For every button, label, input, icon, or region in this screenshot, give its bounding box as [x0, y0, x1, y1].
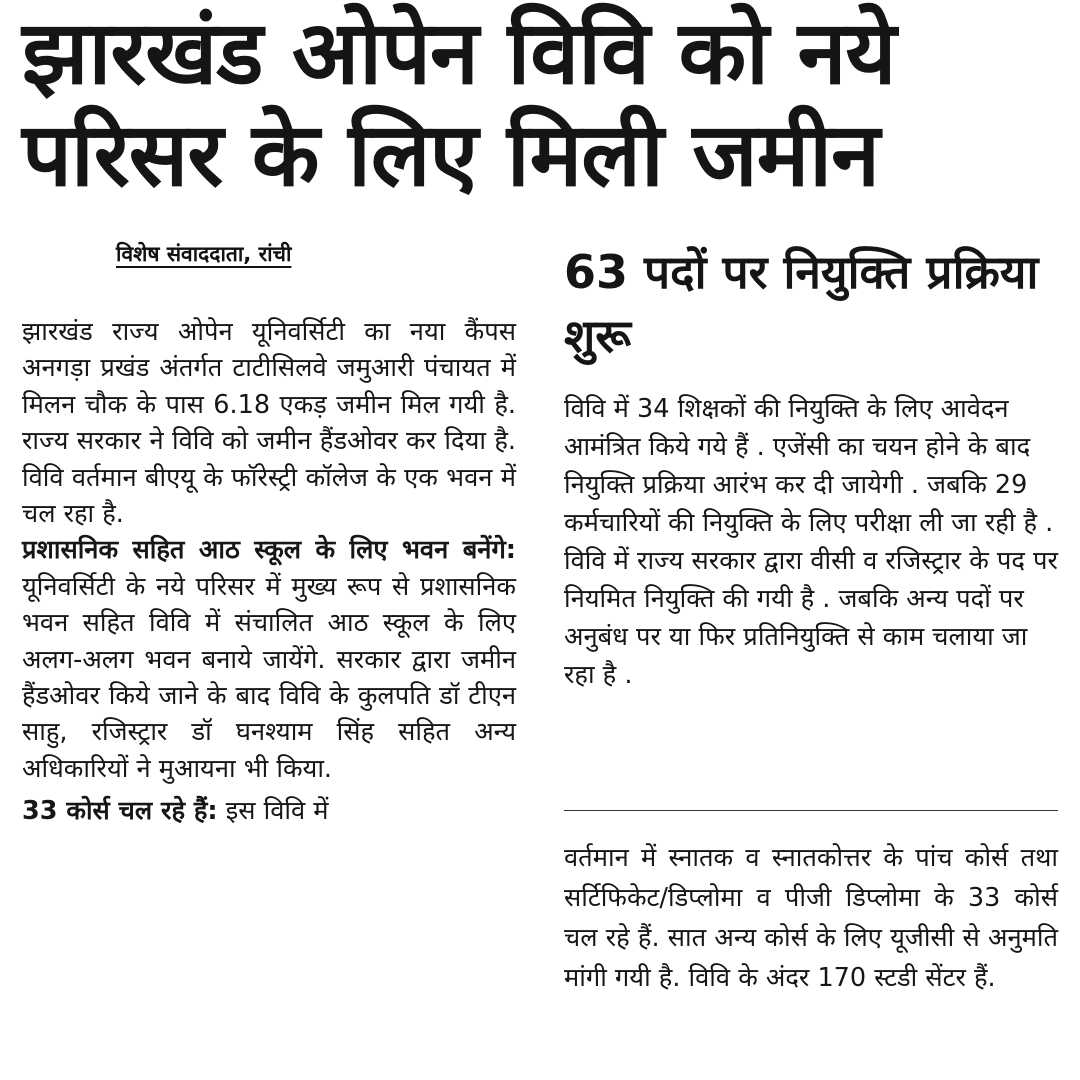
byline: विशेष संवाददाता, रांची: [116, 242, 292, 266]
left-paragraph-1: झारखंड राज्य ओपेन यूनिवर्सिटी का नया कैंपस अनगड़ा प्रखंड अंतर्गत टाटीसिलवे जमुआरी पंचायत में मिलन चौक के पास 6.18 एकड़ जमीन मिल गयी है. राज्य सरकार ने विवि को जमीन हैंडओवर कर दिया है. विवि वर्तमान बीएयू के फॉरेस्ट्री कॉलेज के एक भवन में चल रहा है.: [22, 317, 516, 530]
subheadline: 63 पदों पर नियुक्ति प्रक्रिया शुरू: [564, 245, 1039, 363]
column-divider: [564, 810, 1058, 811]
left-paragraph-3: [22, 793, 516, 829]
left-paragraph-3-body: इस विवि में: [217, 796, 329, 827]
headline: झारखंड ओपेन विवि को नये परिसर के लिए मिली जमीन: [22, 1, 896, 206]
right-column: [564, 240, 1058, 694]
section-lead-buildings: प्रशासनिक सहित आठ स्कूल के लिए भवन बनेंगे:: [22, 535, 516, 566]
left-column: [22, 314, 516, 830]
right-paragraph-1: विवि में 34 शिक्षकों की नियुक्ति के लिए आवेदन आमंत्रित किये गये हैं . एजेंसी का चयन होने के बाद नियुक्ति प्रक्रिया आरंभ कर दी जायेगी . जबकि 29 कर्मचारियों की नियुक्ति के लिए परीक्षा ली जा रही है . विवि में राज्य सरकार द्वारा वीसी व रजिस्ट्रार के पद पर नियमित नियुक्ति की गयी है . जबकि अन्य पदों पर अनुबंध पर या फिर प्रतिनियुक्ति से काम चलाया जा रहा है .: [564, 394, 1058, 690]
left-paragraph-2: [22, 532, 516, 787]
right-paragraph-2: वर्तमान में स्नातक व स्नातकोत्तर के पांच कोर्स तथा सर्टिफिकेट/डिप्लोमा व पीजी डिप्लोमा के 33 कोर्स चल रहे हैं. सात अन्य कोर्स के लिए यूजीसी से अनुमति मांगी गयी है. विवि के अंदर 170 स्टडी सेंटर हैं.: [564, 843, 1058, 993]
right-column-lower: [564, 838, 1058, 998]
left-paragraph-2-body: यूनिवर्सिटी के नये परिसर में मुख्य रूप से प्रशासनिक भवन सहित विवि में संचालित आठ स्कूल के लिए अलग-अलग भवन बनाये जायेंगे. सरकार द्वारा जमीन हैंडओवर किये जाने के बाद विवि के कुलपति डॉ टीएन साहु, रजिस्ट्रार डॉ घनश्याम सिंह सहित अन्य अधिकारियों ने मुआयना भी किया.: [22, 571, 516, 784]
section-lead-courses: 33 कोर्स चल रहे हैं:: [22, 796, 218, 827]
